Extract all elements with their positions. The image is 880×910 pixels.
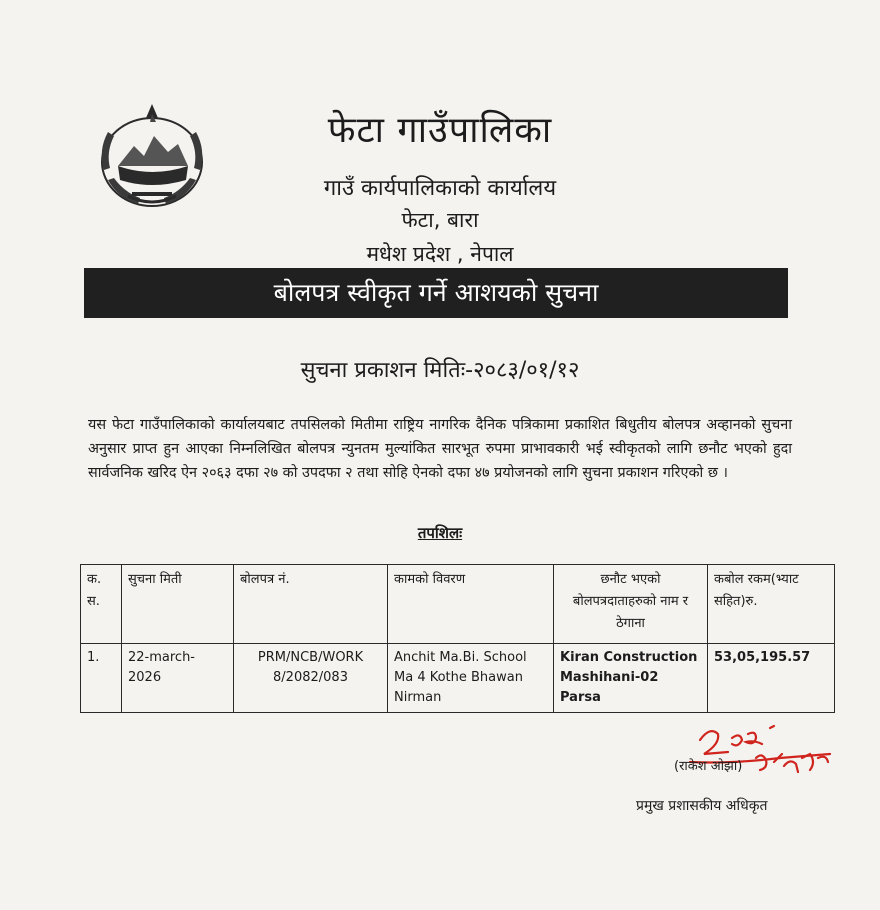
header-bid-amount: कबोल रकम(भ्याट सहित)रु. [708,565,835,644]
government-emblem-icon [88,100,216,218]
office-name: गाउँ कार्यपालिकाको कार्यालय [323,176,557,201]
bid-table [80,564,835,713]
cell-bid-number: PRM/NCB/WORK 8/2082/083 [234,644,388,713]
office-place: फेटा, बारा [401,208,479,232]
cell-work-description: Anchit Ma.Bi. School Ma 4 Kothe Bhawan Nirman [388,644,554,713]
publish-date: सुचना प्रकाशन मितिः-२०८३/०१/१२ [300,358,580,383]
cell-serial: 1. [81,644,122,713]
header-work-description: कामको विवरण [388,565,554,644]
handwritten-signature [670,718,840,788]
header-bid-number: बोलपत्र नं. [234,565,388,644]
header-selected-bidder: छनौट भएको बोलपत्रदाताहरुको नाम र ठेगाना [554,565,708,644]
office-province: मधेश प्रदेश , नेपाल [366,242,514,266]
notice-banner: बोलपत्र स्वीकृत गर्ने आशयको सुचना [84,268,788,318]
cell-bid-amount: 53,05,195.57 [708,644,835,713]
cell-selected-bidder: Kiran Construction Mashihani-02 Parsa [554,644,708,713]
header-serial: क. स. [81,565,122,644]
table-header-row [81,565,835,644]
cell-notice-date: 22-march-2026 [122,644,234,713]
tapasil-heading: तपशिलः [417,524,463,542]
signer-designation: प्रमुख प्रशासकीय अधिकृत [636,798,768,814]
table-row [81,644,835,713]
signer-name: (राकेश ओझा) [674,759,743,774]
notice-body: यस फेटा गाउँपालिकाको कार्यालयबाट तपसिलको मितीमा राष्ट्रिय नागरिक दैनिक पत्रिकामा प्रकाशित बिधुतीय बोलपत्र अव्हानको सुचना अनुसार प्राप्त हुन आएका निम्नलिखित बोलपत्र न्युनतम मुल्यांकित सारभूत रुपमा प्राभावकारी भई स्वीकृतको लागि छनौट भएको हुदा सार्वजनिक खरिद ऐन २०६३ दफा २७ को उपदफा २ तथा सोहि ऐनको दफा ४७ प्रयोजनको लागि सुचना प्रकाशन गरिएको छ । [88,417,792,481]
municipality-title: फेटा गाउँपालिका [327,110,553,151]
header-notice-date: सुचना मिती [122,565,234,644]
